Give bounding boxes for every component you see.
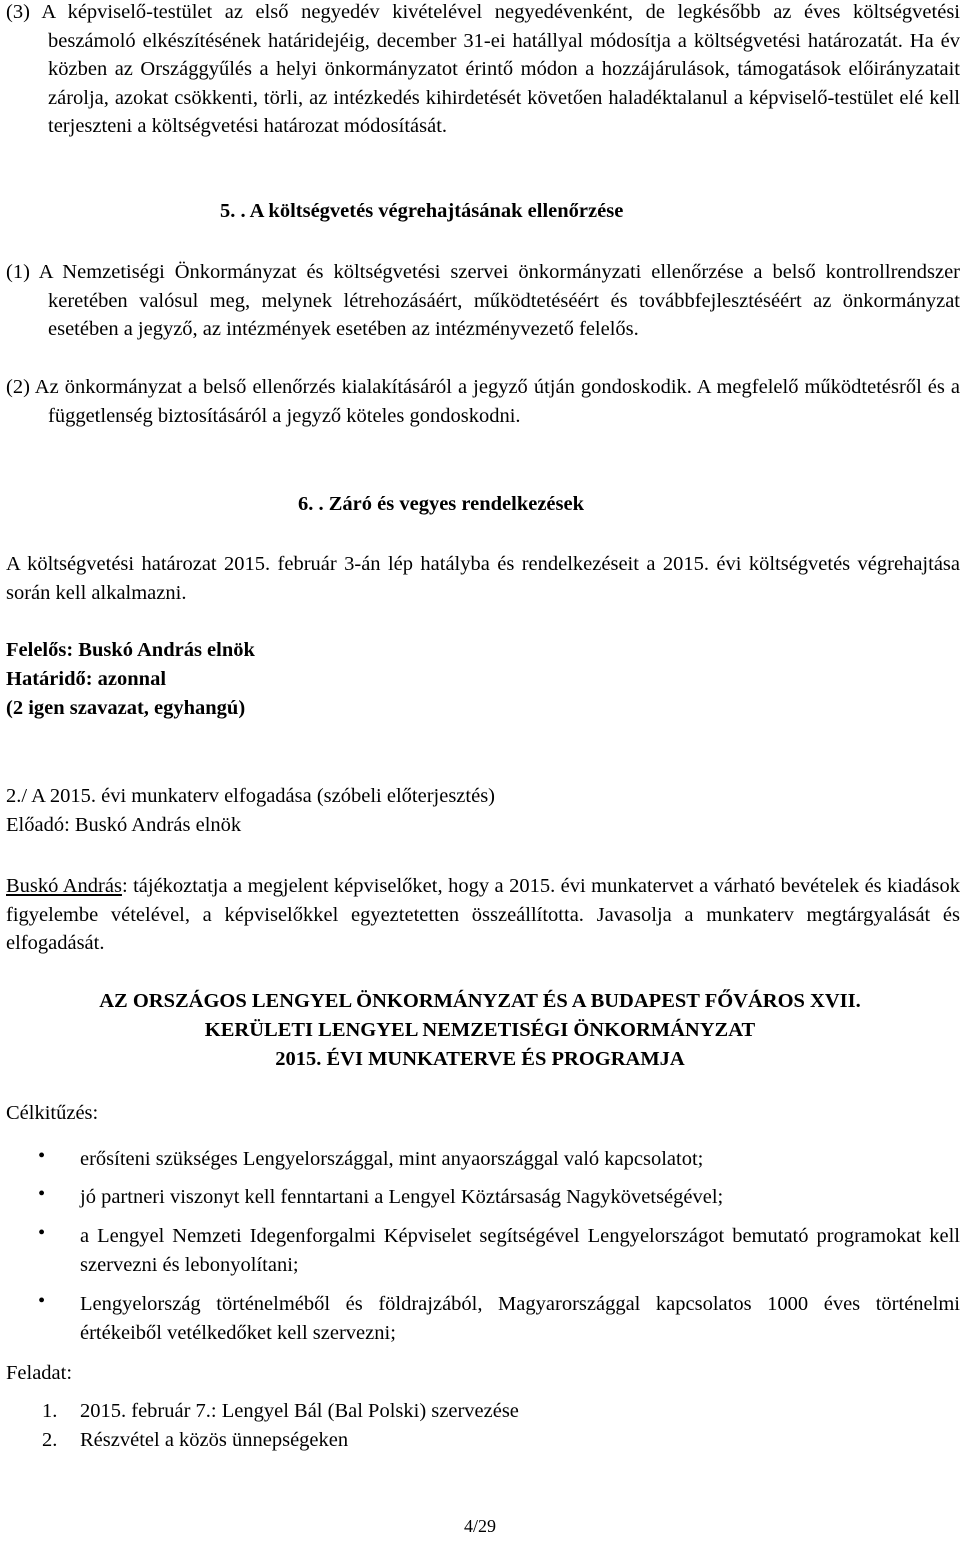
- section-6-paragraph: A költségvetési határozat 2015. február 3-án lép hatályba és rendelkezéseit a 2015. évi költségvetés végrehajtása során kell alkalmazni.: [6, 553, 960, 604]
- section-6-heading: 6. . Záró és vegyes rendelkezések: [298, 493, 584, 515]
- goals-label: Célkitűzés:: [6, 1102, 99, 1124]
- bullet-icon: •: [38, 1145, 46, 1167]
- agenda-item-2-speech: [6, 872, 960, 958]
- agenda-item-2-title: 2./ A 2015. évi munkaterv elfogadása (szóbeli előterjesztés): [6, 785, 495, 807]
- page-number: 4/29: [463, 1516, 496, 1536]
- section-5-paragraph-2: (2) Az önkormányzat a belső ellenőrzés kialakításáról a jegyző útján gondoskodik. A megfelelő működtetésről és a függetlenség biztosításáról a jegyző köteles gondoskodni.: [6, 376, 960, 427]
- task-item: 2. Részvétel a közös ünnepségeken: [42, 1429, 349, 1451]
- tasks-label: Feladat:: [6, 1362, 73, 1384]
- plan-title-line-3: 2015. ÉVI MUNKATERVE ÉS PROGRAMJA: [275, 1048, 685, 1070]
- speaker-name: Buskó András: [6, 875, 122, 897]
- section-5-heading: 5. . A költségvetés végrehajtásának ellenőrzése: [220, 200, 624, 222]
- plan-title-line-2: KERÜLETI LENGYEL NEMZETISÉGI ÖNKORMÁNYZAT: [204, 1019, 756, 1041]
- paragraph-3: (3) A képviselő-testület az első negyedév kivételével negyedévenként, de legkésőbb az éves költségvetési beszámoló elkészítésének határidejéig, december 31-ei hatállyal módosítja a költségvetési határozatát. Ha év közben az Országgyűlés a helyi önkormányzatot érintő módon a hozzájárulások, támogatások előirányzatait zárolja, azokat csökkenti, törli, az intézkedés kihirdetését követően haladéktalanul a képviselő-testület elé kell terjeszteni a költségvetési határozat módosítását.: [6, 1, 960, 137]
- tasks-list: [0, 1400, 960, 1458]
- section-5-paragraph-1: (1) A Nemzetiségi Önkormányzat és költségvetési szervei önkormányzati ellenőrzése a belső kontrollrendszer keretében valósul meg, melynek létrehozásáért, működtetéséért és továbbfejlesztéséért az önkormányzat esetében a jegyző, az intézmények esetében az intézményvezető felelős.: [6, 261, 960, 340]
- bullet-icon: •: [38, 1183, 46, 1205]
- deadline-line: Határidő: azonnal: [6, 668, 167, 690]
- vote-line: (2 igen szavazat, egyhangú): [6, 697, 246, 719]
- document-page: (3) A képviselő-testület az első negyedév kivételével negyedévenként, de legkésőbb az éves költségvetési beszámoló elkészítésének határidejéig, december 31-ei hatállyal módosítja a költségvetési határozatát. Ha év közben az Országgyűlés a helyi önkormányzatot érintő módon a hozzájárulások, támogatások előirányzatait zárolja, azokat csökkenti, törli, az intézkedés kihirdetését követően haladéktalanul a képviselő-testület elé kell terjeszteni a költségvetési határozat módosítását. 5. . A költségvetés végrehajtásának ellenőrzése (1) A Nemzetiségi Önkormányzat és költségvetési szervei önkormányzati ellenőrzése a belső kontrollrendszer keretében valósul meg, melynek létrehozásáért, működtetéséért és továbbfejlesztéséért az önkormányzat esetében a jegyző, az intézmények esetében az intézményvezető felelős. (2) Az önkormányzat a belső ellenőrzés kialakításáról a jegyző útján gondoskodik. A megfelelő működtetésről és a függetlenség biztosításáról a jegyző köteles gondoskodni. 6. . Záró és vegyes rendelkezések A költségvetési határozat 2015. február 3-án lép hatályba és rendelkezéseit a 2015. évi költségvetés végrehajtása során kell alkalmazni. Felelős: Buskó András elnök Határidő: azonnal (2 igen szavazat, egyhangú) 2./ A 2015. évi munkaterv elfogadása (szóbeli előterjesztés) Előadó: Buskó András elnök Buskó András: tájékoztatja a megjelent képviselőket, hogy a 2015. évi munkatervet a várható bevételek és kiadások figyelembe vételével, a képviselőkkel egyeztetetten összeállította. Javasolja a munkaterv megtárgyalását és elfogadását. AZ ORSZÁGOS LENGYEL ÖNKORMÁNYZAT ÉS A BUDAPEST FŐVÁROS XVII. KERÜLETI LENGYEL NEMZETISÉGI ÖNKORMÁNYZAT 2015. ÉVI MUNKATERVE ÉS PROGRAMJA Célkitűzés: • erősíteni szükséges Lengyelországgal, mint anyaországgal való kapcsolatot; • jó partneri viszonyt kell fenntartani a Lengyel Köztársaság Nagykövetségével; • a Lengyel Nemzeti Idegenforgalmi Képviselet segítségével Lengyelországot bemutató programokat kell szervezni és lebonyolítani; • Lengyelország történelméből és földrajzából, Magyarországgal kapcsolatos 1000 éves történelmi értékeiből vetélkedőket kell szervezni; Feladat: 1. 2015. február 7.: Lengyel Bál (Bal Polski) szervezése 2. Részvétel a közös ünnepségeken 4/29: [0, 0, 960, 1543]
- bullet-icon: •: [38, 1222, 46, 1244]
- agenda-item-2-presenter: Előadó: Buskó András elnök: [6, 814, 242, 836]
- bullet-icon: •: [38, 1290, 46, 1312]
- plan-title-line-1: AZ ORSZÁGOS LENGYEL ÖNKORMÁNYZAT ÉS A BUDAPEST FŐVÁROS XVII.: [99, 990, 861, 1012]
- speech-text: : tájékoztatja a megjelent képviselőket, hogy a 2015. évi munkatervet a várható bevételek és kiadások figyelembe vételével, a képviselőkkel egyeztetetten összeállította. Javasolja a munkaterv megtárgyalását és elfogadását.: [6, 875, 960, 954]
- task-item: 1. 2015. február 7.: Lengyel Bál (Bal Polski) szervezése: [42, 1400, 519, 1422]
- responsible-line: Felelős: Buskó András elnök: [6, 639, 255, 661]
